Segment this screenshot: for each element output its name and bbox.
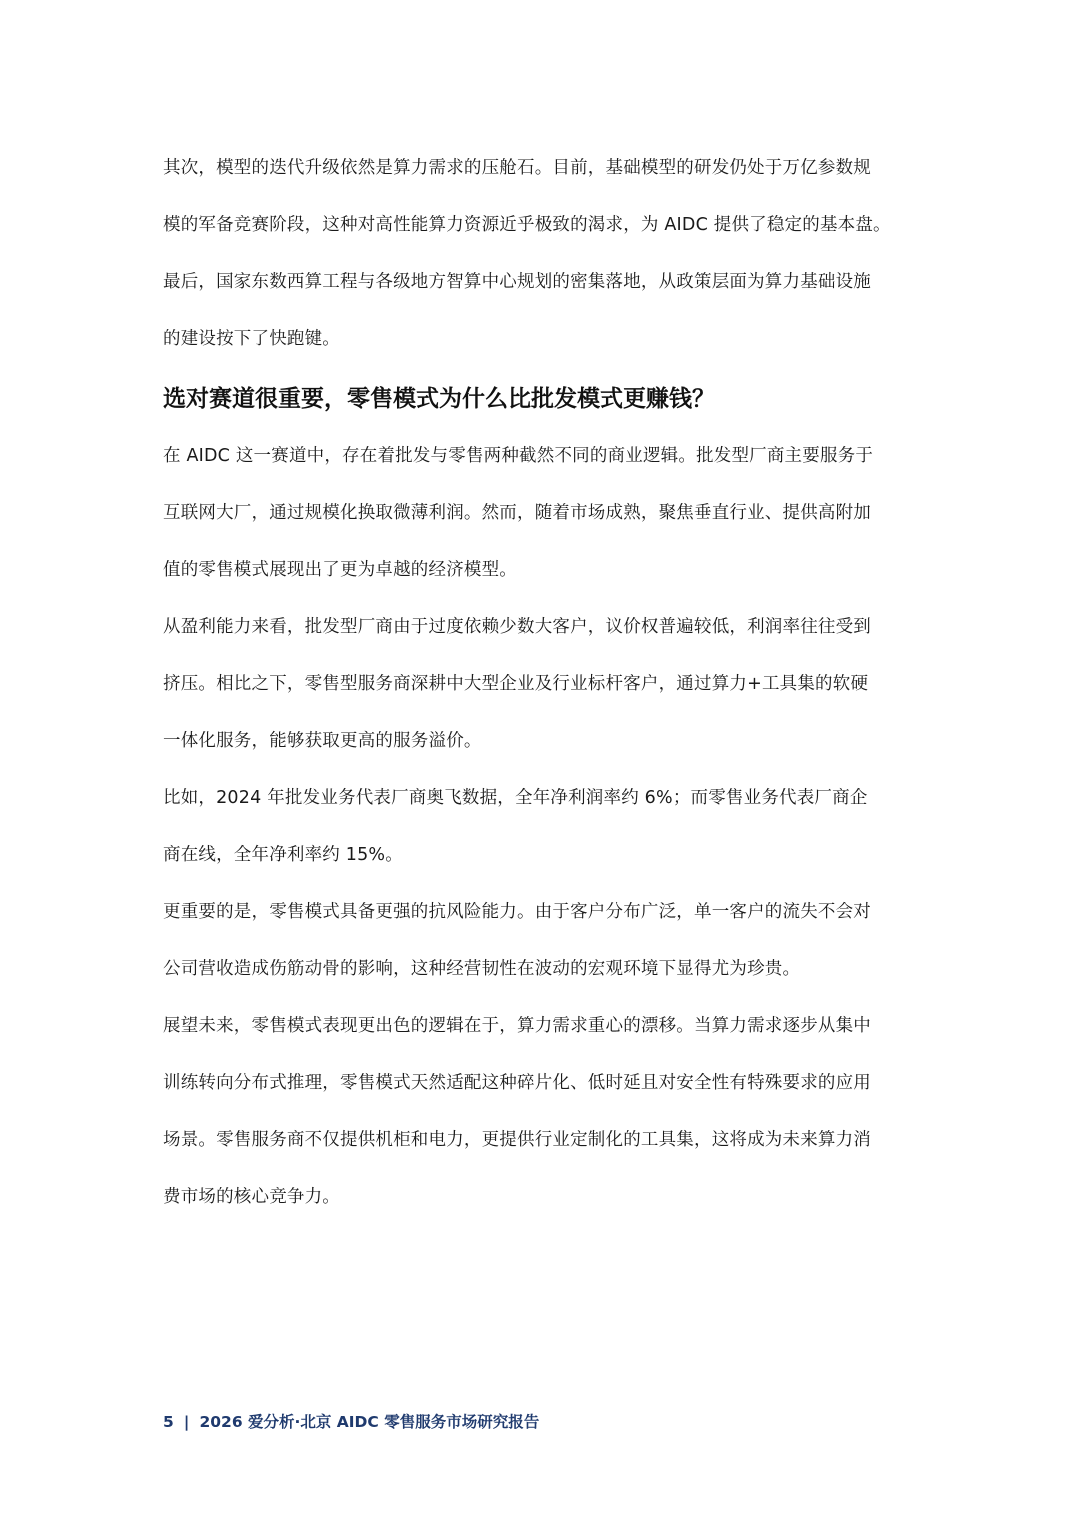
text-line: 展望未来，零售模式表现更出色的逻辑在于，算力需求重心的漂移。当算力需求逐步从集中 (163, 1016, 871, 1036)
text-line: 从盈利能力来看，批发型厂商由于过度依赖少数大客户，议价权普遍较低，利润率往往受到 (163, 617, 871, 637)
text-line: 其次，模型的迭代升级依然是算力需求的压舱石。目前，基础模型的研发仍处于万亿参数规 (163, 158, 871, 178)
paragraph-example (163, 770, 919, 884)
document-body (163, 140, 919, 1226)
text-line: 的建设按下了快跑键。 (163, 329, 340, 349)
paragraph-policy (163, 254, 919, 368)
section-heading: 选对赛道很重要，零售模式为什么比批发模式更赚钱？ (163, 386, 715, 412)
paragraph-profitability (163, 599, 919, 770)
text-line: 最后，国家东数西算工程与各级地方智算中心规划的密集落地，从政策层面为算力基础设施 (163, 272, 871, 292)
text-line: 模的军备竞赛阶段，这种对高性能算力资源近乎极致的渴求，为 AIDC 提供了稳定的基本盘。 (163, 215, 891, 235)
text-line: 商在线，全年净利率约 15%。 (163, 845, 403, 865)
text-line: 场景。零售服务商不仅提供机柜和电力，更提供行业定制化的工具集，这将成为未来算力消 (163, 1130, 871, 1150)
report-title: 2026 爱分析·北京 AIDC 零售服务市场研究报告 (199, 1413, 540, 1431)
text-line: 训练转向分布式推理，零售模式天然适配这种碎片化、低时延且对安全性有特殊要求的应用 (163, 1073, 871, 1093)
text-line: 一体化服务，能够获取更高的服务溢价。 (163, 731, 482, 751)
paragraph-risk-resistance (163, 884, 919, 998)
footer-separator: | (183, 1413, 190, 1431)
text-line: 值的零售模式展现出了更为卓越的经济模型。 (163, 560, 517, 580)
paragraph-model-iteration (163, 140, 919, 254)
paragraph-outlook (163, 998, 919, 1226)
paragraph-business-logic (163, 428, 919, 599)
page-number: 5 (163, 1413, 174, 1431)
text-line: 互联网大厂，通过规模化换取微薄利润。然而，随着市场成熟，聚焦垂直行业、提供高附加 (163, 503, 871, 523)
text-line: 费市场的核心竞争力。 (163, 1187, 340, 1207)
text-line: 更重要的是，零售模式具备更强的抗风险能力。由于客户分布广泛，单一客户的流失不会对 (163, 902, 871, 922)
text-line: 挤压。相比之下，零售型服务商深耕中大型企业及行业标杆客户，通过算力+工具集的软硬 (163, 674, 869, 694)
text-line: 公司营收造成伤筋动骨的影响，这种经营韧性在波动的宏观环境下显得尤为珍贵。 (163, 959, 801, 979)
text-line: 在 AIDC 这一赛道中，存在着批发与零售两种截然不同的商业逻辑。批发型厂商主要服务于 (163, 446, 874, 466)
page-footer (163, 1410, 539, 1432)
text-line: 比如，2024 年批发业务代表厂商奥飞数据，全年净利润率约 6%；而零售业务代表厂商企 (163, 788, 868, 808)
